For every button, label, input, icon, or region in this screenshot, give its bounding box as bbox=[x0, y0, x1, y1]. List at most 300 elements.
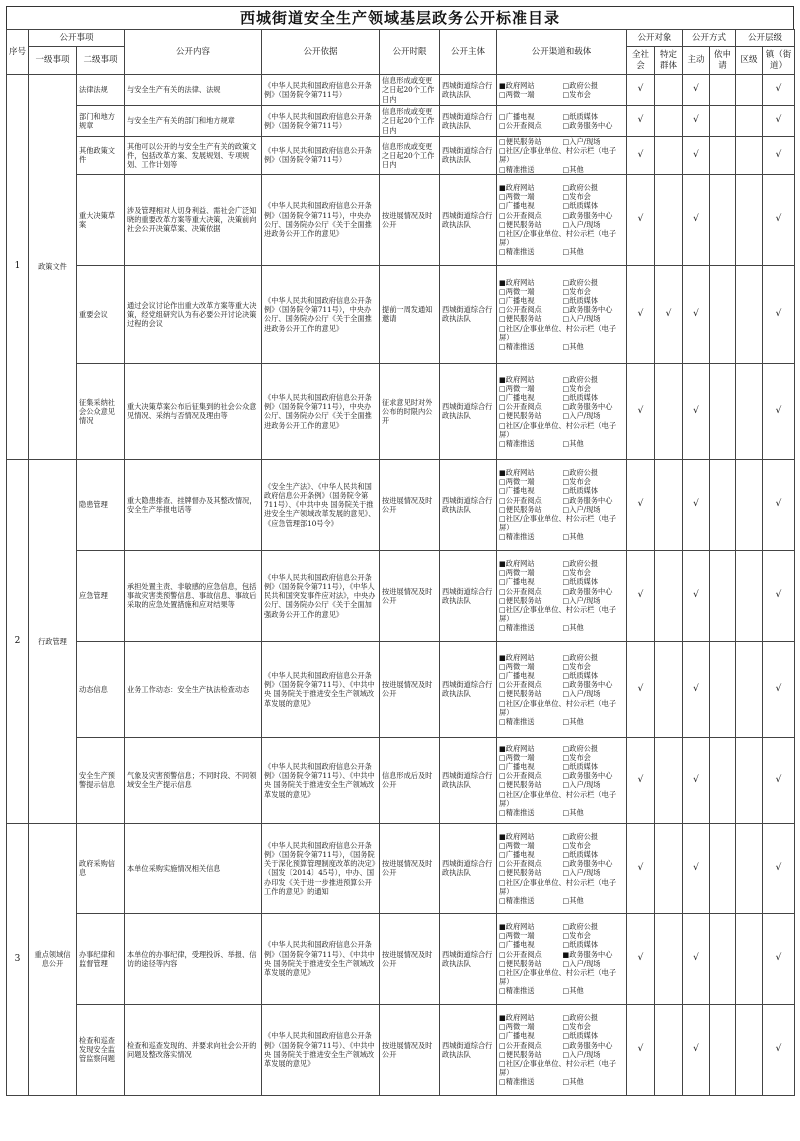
content-cell: 本单位采购实施情况相关信息 bbox=[125, 823, 262, 913]
channel-item: □入户/现场 bbox=[562, 1049, 601, 1059]
channel-cell bbox=[497, 137, 627, 175]
basis-cell: 《中华人民共和国政府信息公开条例》（国务院令第711号），中央办公厅、国务院办公厅《关于全面推进政务公开工作的意见》 bbox=[262, 363, 380, 459]
check-district-cell bbox=[736, 641, 763, 737]
check-request-cell bbox=[710, 823, 736, 913]
channel-item: □发布会 bbox=[562, 90, 591, 99]
channel-item: □其他 bbox=[562, 716, 584, 726]
channel-item: □政务服务中心 bbox=[562, 210, 613, 220]
table-row bbox=[7, 137, 795, 175]
channel-item: □两微一端 bbox=[499, 383, 535, 393]
subject-cell: 西城街道综合行政执法队 bbox=[440, 550, 497, 641]
channel-item: □社区/企事业单位、村公示栏（电子屏） bbox=[499, 1059, 617, 1078]
basis-cell: 《中华人民共和国政府信息公开条例》（国务院令第711号），中央办公厅、国务院办公厅《关于全面推进政务公开工作的意见》 bbox=[262, 174, 380, 265]
channel-item: □入户/现场 bbox=[562, 780, 601, 790]
header-target-specific: 特定群体 bbox=[655, 47, 683, 75]
header-level-group: 公开层级 bbox=[736, 30, 795, 47]
check-active-cell: √ bbox=[683, 550, 710, 641]
period-cell: 按进展情况及时公开 bbox=[380, 913, 440, 1004]
check-request-cell bbox=[710, 174, 736, 265]
channel-item: □便民服务站 bbox=[499, 411, 542, 421]
channel-item: □入户/现场 bbox=[562, 868, 601, 878]
check-district-cell bbox=[736, 174, 763, 265]
channel-item: □精准推送 bbox=[499, 1077, 535, 1087]
channel-item: □发布会 bbox=[562, 568, 591, 578]
channel-item: □其他 bbox=[562, 623, 584, 633]
channel-item: □社区/企事业单位、村公示栏（电子屏） bbox=[499, 789, 617, 808]
channel-item: □广播电视 bbox=[499, 295, 535, 305]
check-specific-cell bbox=[655, 823, 683, 913]
check-town-cell: √ bbox=[763, 737, 795, 823]
channel-item: □社区/企事业单位、村公示栏（电子屏） bbox=[499, 605, 617, 624]
channel-item: □发布会 bbox=[562, 931, 591, 941]
check-district-cell bbox=[736, 1004, 763, 1095]
check-town-cell: √ bbox=[763, 1004, 795, 1095]
seq-cell: 2 bbox=[7, 459, 29, 823]
channel-item: □广播电视 bbox=[499, 849, 535, 859]
channel-cell bbox=[497, 265, 627, 363]
check-specific-cell bbox=[655, 174, 683, 265]
channel-item: □政务服务中心 bbox=[562, 402, 613, 412]
channel-item: □精准推送 bbox=[499, 532, 535, 542]
content-cell: 承担处置主责、非敏感的应急信息，包括事故灾害类预警信息、事故信息、事故后采取的应急处置措施和应对结果等 bbox=[125, 550, 262, 641]
channel-item: □社区/企事业单位、村公示栏（电子屏） bbox=[499, 968, 617, 987]
content-cell: 气象及灾害预警信息；不同时段、不同领域安全生产提示信息 bbox=[125, 737, 262, 823]
channel-item: □便民服务站 bbox=[499, 137, 542, 146]
check-request-cell bbox=[710, 459, 736, 550]
check-specific-cell bbox=[655, 363, 683, 459]
content-cell: 涉及管理相对人切身利益、需社会广泛知晓的重要改革方案等重大决策，决策前向社会公开决策草案、决策依据 bbox=[125, 174, 262, 265]
channel-item: □政府公报 bbox=[562, 183, 599, 192]
content-cell: 重大隐患排查、挂牌督办及其整改情况，安全生产举报电话等 bbox=[125, 459, 262, 550]
channel-item: □便民服务站 bbox=[499, 780, 542, 790]
channel-item: □纸质媒体 bbox=[562, 761, 599, 771]
channel-item: □发布会 bbox=[562, 661, 591, 671]
period-cell: 按进展情况及时公开 bbox=[380, 823, 440, 913]
subject-cell: 西城街道综合行政执法队 bbox=[440, 737, 497, 823]
header-target-all: 全社会 bbox=[627, 47, 655, 75]
basis-cell: 《安全生产法》、《中华人民共和国政府信息公开条例》（国务院令第711号）、《中共中央 国务院关于推进安全生产领域改革发展的意见》、《应急管理部10号令》 bbox=[262, 459, 380, 550]
period-cell: 按进展情况及时公开 bbox=[380, 550, 440, 641]
check-specific-cell bbox=[655, 459, 683, 550]
channel-item: □公开查阅点 bbox=[499, 680, 542, 690]
check-request-cell bbox=[710, 75, 736, 106]
channel-item: □入户/现场 bbox=[562, 504, 601, 514]
channel-list bbox=[499, 112, 626, 130]
header-method-group: 公开方式 bbox=[683, 30, 736, 47]
channel-item: □发布会 bbox=[562, 286, 591, 296]
channel-list bbox=[499, 137, 626, 174]
basis-cell: 《中华人民共和国政府信息公开条例》（国务院令第711号） bbox=[262, 75, 380, 106]
channel-item: □精准推送 bbox=[499, 986, 535, 996]
channel-cell bbox=[497, 823, 627, 913]
disclosure-catalog-table bbox=[6, 29, 795, 1096]
channel-item: □便民服务站 bbox=[499, 689, 542, 699]
check-active-cell: √ bbox=[683, 75, 710, 106]
content-cell: 与安全生产有关的法律、法规 bbox=[125, 75, 262, 106]
level2-cell: 部门和地方规章 bbox=[77, 106, 125, 137]
check-request-cell bbox=[710, 913, 736, 1004]
check-town-cell: √ bbox=[763, 137, 795, 175]
channel-item: □广播电视 bbox=[499, 670, 535, 680]
header-level2: 二级事项 bbox=[77, 47, 125, 75]
channel-item: □发布会 bbox=[562, 752, 591, 762]
check-town-cell: √ bbox=[763, 913, 795, 1004]
channel-item: □便民服务站 bbox=[499, 868, 542, 878]
check-all-cell: √ bbox=[627, 823, 655, 913]
channel-item: ■政府网站 bbox=[499, 743, 535, 753]
basis-cell: 《中华人民共和国政府信息公开条例》（国务院令第711号）、《中共中央 国务院关于推进安全生产领域改革发展的意见》 bbox=[262, 913, 380, 1004]
channel-item: □公开查阅点 bbox=[499, 949, 542, 959]
channel-item: □精准推送 bbox=[499, 895, 535, 905]
basis-cell: 《中华人民共和国政府信息公开条例》（国务院令第711号） bbox=[262, 106, 380, 137]
check-all-cell: √ bbox=[627, 75, 655, 106]
channel-cell bbox=[497, 75, 627, 106]
channel-item: □纸质媒体 bbox=[562, 940, 599, 950]
basis-cell: 《中华人民共和国政府信息公开条例》（国务院令第711号），《中华人民共和国突发事件应对法》，中央办公厅、国务院办公厅《关于全面加强政务公开工作的意见》 bbox=[262, 550, 380, 641]
period-cell: 信息形成或变更之日起20个工作日内 bbox=[380, 75, 440, 106]
check-town-cell: √ bbox=[763, 550, 795, 641]
level2-cell: 应急管理 bbox=[77, 550, 125, 641]
channel-item: □便民服务站 bbox=[499, 314, 542, 324]
channel-item: □政府公报 bbox=[562, 468, 599, 477]
seq-cell: 1 bbox=[7, 75, 29, 460]
level2-cell: 检查和巡查发现安全监管监察问题 bbox=[77, 1004, 125, 1095]
period-cell: 提前一周发通知邀请 bbox=[380, 265, 440, 363]
content-cell: 检查和巡查发现的、并要求向社会公开的问题及整改落实情况 bbox=[125, 1004, 262, 1095]
table-row bbox=[7, 913, 795, 1004]
header-level1: 一级事项 bbox=[29, 47, 77, 75]
content-cell: 通过会议讨论作出重大改革方案等重大决策，经党组研究认为有必要公开讨论决策过程的会议 bbox=[125, 265, 262, 363]
subject-cell: 西城街道综合行政执法队 bbox=[440, 174, 497, 265]
basis-cell: 《中华人民共和国政府信息公开条例》（国务院令第711号）、《中共中央 国务院关于推进安全生产领域改革发展的意见》 bbox=[262, 1004, 380, 1095]
channel-item: □发布会 bbox=[562, 192, 591, 202]
check-active-cell: √ bbox=[683, 363, 710, 459]
channel-item: □政府公报 bbox=[562, 1013, 599, 1022]
check-active-cell: √ bbox=[683, 641, 710, 737]
channel-item: □广播电视 bbox=[499, 577, 535, 587]
channel-item: □广播电视 bbox=[499, 392, 535, 402]
channel-item: □政务服务中心 bbox=[562, 305, 613, 315]
header-basis: 公开依据 bbox=[262, 30, 380, 75]
channel-item: □两微一端 bbox=[499, 90, 535, 99]
channel-item: □政府公报 bbox=[562, 922, 599, 931]
channel-item: □广播电视 bbox=[499, 486, 535, 496]
check-specific-cell bbox=[655, 641, 683, 737]
channel-item: □政府公报 bbox=[562, 652, 599, 662]
channel-item: □公开查阅点 bbox=[499, 1040, 542, 1050]
content-cell: 与安全生产有关的部门和地方规章 bbox=[125, 106, 262, 137]
channel-item: ■政府网站 bbox=[499, 831, 535, 841]
level2-cell: 安全生产预警提示信息 bbox=[77, 737, 125, 823]
check-town-cell: √ bbox=[763, 363, 795, 459]
channel-item: ■政府网站 bbox=[499, 374, 535, 384]
level2-cell: 其他政策文件 bbox=[77, 137, 125, 175]
check-district-cell bbox=[736, 459, 763, 550]
channel-cell bbox=[497, 737, 627, 823]
check-district-cell bbox=[736, 106, 763, 137]
channel-item: □政务服务中心 bbox=[562, 859, 613, 869]
channel-item: □政府公报 bbox=[562, 277, 599, 287]
check-all-cell: √ bbox=[627, 1004, 655, 1095]
channel-cell bbox=[497, 174, 627, 265]
check-request-cell bbox=[710, 137, 736, 175]
check-active-cell: √ bbox=[683, 459, 710, 550]
check-specific-cell: √ bbox=[655, 265, 683, 363]
check-request-cell bbox=[710, 641, 736, 737]
check-district-cell bbox=[736, 75, 763, 106]
channel-item: □两微一端 bbox=[499, 477, 535, 487]
period-cell: 按进展情况及时公开 bbox=[380, 174, 440, 265]
level2-cell: 征集采纳社会公众意见情况 bbox=[77, 363, 125, 459]
channel-item: □公开查阅点 bbox=[499, 495, 542, 505]
channel-item: □社区/企事业单位、村公示栏（电子屏） bbox=[499, 420, 617, 439]
table-row bbox=[7, 823, 795, 913]
check-specific-cell bbox=[655, 737, 683, 823]
channel-item: □广播电视 bbox=[499, 940, 535, 950]
table-row bbox=[7, 75, 795, 106]
check-district-cell bbox=[736, 913, 763, 1004]
channel-item: □两微一端 bbox=[499, 286, 535, 296]
channel-cell bbox=[497, 641, 627, 737]
check-town-cell: √ bbox=[763, 174, 795, 265]
header-content: 公开内容 bbox=[125, 30, 262, 75]
channel-item: □精准推送 bbox=[499, 438, 535, 448]
check-specific-cell bbox=[655, 106, 683, 137]
check-town-cell: √ bbox=[763, 459, 795, 550]
check-all-cell: √ bbox=[627, 174, 655, 265]
check-all-cell: √ bbox=[627, 737, 655, 823]
channel-item: □入户/现场 bbox=[562, 219, 601, 229]
check-active-cell: √ bbox=[683, 737, 710, 823]
table-row bbox=[7, 106, 795, 137]
channel-item: □社区/企事业单位、村公示栏（电子屏） bbox=[499, 877, 617, 896]
check-specific-cell bbox=[655, 913, 683, 1004]
header-item-group: 公开事项 bbox=[29, 30, 125, 47]
channel-item: □两微一端 bbox=[499, 661, 535, 671]
channel-list bbox=[499, 653, 626, 727]
channel-item: □精准推送 bbox=[499, 341, 535, 351]
channel-item: □入户/现场 bbox=[562, 314, 601, 324]
channel-item: □其他 bbox=[562, 164, 584, 174]
channel-item: □纸质媒体 bbox=[562, 486, 599, 496]
channel-item: □广播电视 bbox=[499, 761, 535, 771]
channel-item: ■政府网站 bbox=[499, 468, 535, 477]
channel-item: □两微一端 bbox=[499, 192, 535, 202]
channel-item: □政府公报 bbox=[562, 831, 599, 841]
channel-item: □入户/现场 bbox=[562, 689, 601, 699]
check-all-cell: √ bbox=[627, 641, 655, 737]
channel-item: □社区/企事业单位、村公示栏（电子屏） bbox=[499, 229, 617, 248]
level2-cell: 隐患管理 bbox=[77, 459, 125, 550]
channel-item: □社区/企事业单位、村公示栏（电子屏） bbox=[499, 146, 617, 165]
channel-item: ■政府网站 bbox=[499, 559, 535, 568]
channel-item: □其他 bbox=[562, 1077, 584, 1087]
check-town-cell: √ bbox=[763, 823, 795, 913]
check-all-cell: √ bbox=[627, 459, 655, 550]
channel-item: □两微一端 bbox=[499, 931, 535, 941]
channel-item: □便民服务站 bbox=[499, 958, 542, 968]
channel-item: □政务服务中心 bbox=[562, 121, 613, 130]
channel-item: □精准推送 bbox=[499, 623, 535, 633]
period-cell: 信息形成或变更之日起20个工作日内 bbox=[380, 137, 440, 175]
basis-cell: 《中华人民共和国政府信息公开条例》（国务院令第711号） bbox=[262, 137, 380, 175]
channel-item: □政务服务中心 bbox=[562, 495, 613, 505]
check-district-cell bbox=[736, 823, 763, 913]
channel-item: □其他 bbox=[562, 247, 584, 257]
channel-item: □两微一端 bbox=[499, 1022, 535, 1032]
channel-item: □其他 bbox=[562, 341, 584, 351]
channel-cell bbox=[497, 1004, 627, 1095]
channel-item: □入户/现场 bbox=[562, 411, 601, 421]
subject-cell: 西城街道综合行政执法队 bbox=[440, 1004, 497, 1095]
channel-item: □纸质媒体 bbox=[562, 111, 599, 121]
check-district-cell bbox=[736, 137, 763, 175]
basis-cell: 《中华人民共和国政府信息公开条例》（国务院令第711号），中央办公厅、国务院办公厅《关于全面推进政务公开工作的意见》 bbox=[262, 265, 380, 363]
channel-item: ■政府网站 bbox=[499, 1013, 535, 1022]
header-period: 公开时限 bbox=[380, 30, 440, 75]
basis-cell: 《中华人民共和国政府信息公开条例》（国务院令第711号），《国务院关于深化预算管理制度改革的决定》（国发〔2014〕45号），中办、国办印发《关于进一步推进预算公开工作的意见》的通知 bbox=[262, 823, 380, 913]
channel-cell bbox=[497, 363, 627, 459]
check-town-cell: √ bbox=[763, 265, 795, 363]
channel-item: □纸质媒体 bbox=[562, 1031, 599, 1041]
document-page bbox=[6, 6, 794, 1096]
channel-item: □发布会 bbox=[562, 477, 591, 487]
check-all-cell: √ bbox=[627, 550, 655, 641]
subject-cell: 西城街道综合行政执法队 bbox=[440, 823, 497, 913]
channel-item: □政府公报 bbox=[562, 374, 599, 384]
table-row bbox=[7, 265, 795, 363]
check-specific-cell bbox=[655, 550, 683, 641]
basis-cell: 《中华人民共和国政府信息公开条例》（国务院令第711号）、《中共中央 国务院关于推进安全生产领域改革发展的意见》 bbox=[262, 641, 380, 737]
channel-item: □政务服务中心 bbox=[562, 586, 613, 596]
check-all-cell: √ bbox=[627, 265, 655, 363]
channel-list bbox=[499, 278, 626, 352]
header-subject: 公开主体 bbox=[440, 30, 497, 75]
channel-item: □便民服务站 bbox=[499, 219, 542, 229]
channel-cell bbox=[497, 459, 627, 550]
channel-item: □纸质媒体 bbox=[562, 670, 599, 680]
channel-item: □社区/企事业单位、村公示栏（电子屏） bbox=[499, 698, 617, 717]
header-method-active: 主动 bbox=[683, 47, 710, 75]
check-all-cell: √ bbox=[627, 137, 655, 175]
content-cell: 本单位的办事纪律，受理投诉、举报、信访的途径等内容 bbox=[125, 913, 262, 1004]
channel-item: □社区/企事业单位、村公示栏（电子屏） bbox=[499, 323, 617, 342]
channel-item: □公开查阅点 bbox=[499, 305, 542, 315]
channel-item: □发布会 bbox=[562, 840, 591, 850]
check-all-cell: √ bbox=[627, 363, 655, 459]
channel-item: □政府公报 bbox=[562, 743, 599, 753]
channel-list bbox=[499, 375, 626, 449]
check-request-cell bbox=[710, 265, 736, 363]
subject-cell: 西城街道综合行政执法队 bbox=[440, 363, 497, 459]
channel-item: □纸质媒体 bbox=[562, 201, 599, 211]
check-district-cell bbox=[736, 265, 763, 363]
channel-item: □其他 bbox=[562, 532, 584, 542]
channel-item: □政务服务中心 bbox=[562, 680, 613, 690]
channel-item: □公开查阅点 bbox=[499, 859, 542, 869]
channel-list bbox=[499, 922, 626, 996]
subject-cell: 西城街道综合行政执法队 bbox=[440, 106, 497, 137]
level2-cell: 政府采购信息 bbox=[77, 823, 125, 913]
channel-item: □公开查阅点 bbox=[499, 402, 542, 412]
channel-item: □便民服务站 bbox=[499, 595, 542, 605]
channel-item: □政府公报 bbox=[562, 80, 599, 90]
check-all-cell: √ bbox=[627, 106, 655, 137]
content-cell: 业务工作动态：安全生产执法检查动态 bbox=[125, 641, 262, 737]
subject-cell: 西城街道综合行政执法队 bbox=[440, 265, 497, 363]
channel-item: ■政府网站 bbox=[499, 277, 535, 287]
channel-item: □其他 bbox=[562, 807, 584, 817]
channel-item: □精准推送 bbox=[499, 164, 535, 174]
channel-item: ■政府网站 bbox=[499, 922, 535, 931]
channel-item: □政务服务中心 bbox=[562, 1040, 613, 1050]
table-row bbox=[7, 363, 795, 459]
subject-cell: 西城街道综合行政执法队 bbox=[440, 641, 497, 737]
channel-item: □精准推送 bbox=[499, 247, 535, 257]
channel-item: □精准推送 bbox=[499, 716, 535, 726]
channel-item: □精准推送 bbox=[499, 807, 535, 817]
channel-item: □两微一端 bbox=[499, 840, 535, 850]
channel-item: ■政府网站 bbox=[499, 652, 535, 662]
header-seq: 序号 bbox=[7, 30, 29, 75]
period-cell: 信息形成后及时公开 bbox=[380, 737, 440, 823]
header-channel: 公开渠道和载体 bbox=[497, 30, 627, 75]
check-all-cell: √ bbox=[627, 913, 655, 1004]
channel-item: □纸质媒体 bbox=[562, 577, 599, 587]
level2-cell: 重要会议 bbox=[77, 265, 125, 363]
check-district-cell bbox=[736, 737, 763, 823]
channel-item: □其他 bbox=[562, 895, 584, 905]
channel-item: □纸质媒体 bbox=[562, 295, 599, 305]
channel-item: □公开查阅点 bbox=[499, 771, 542, 781]
level1-cell: 行政管理 bbox=[29, 459, 77, 823]
channel-list bbox=[499, 468, 626, 542]
table-row bbox=[7, 641, 795, 737]
check-active-cell: √ bbox=[683, 137, 710, 175]
channel-item: ■政府网站 bbox=[499, 183, 535, 192]
check-active-cell: √ bbox=[683, 823, 710, 913]
seq-cell: 3 bbox=[7, 823, 29, 1095]
check-request-cell bbox=[710, 106, 736, 137]
check-request-cell bbox=[710, 737, 736, 823]
check-specific-cell bbox=[655, 137, 683, 175]
channel-item: □两微一端 bbox=[499, 568, 535, 578]
channel-item: □广播电视 bbox=[499, 201, 535, 211]
channel-item: □入户/现场 bbox=[562, 958, 601, 968]
channel-list bbox=[499, 832, 626, 906]
document-title: 西城街道安全生产领域基层政务公开标准目录 bbox=[6, 6, 794, 29]
content-cell: 重大决策草案公布后征集到的社会公众意见情况、采纳与否情况及理由等 bbox=[125, 363, 262, 459]
channel-item: □其他 bbox=[562, 438, 584, 448]
channel-item: □便民服务站 bbox=[499, 504, 542, 514]
period-cell: 信息形成或变更之日起20个工作日内 bbox=[380, 106, 440, 137]
check-active-cell: √ bbox=[683, 913, 710, 1004]
check-specific-cell bbox=[655, 1004, 683, 1095]
table-row bbox=[7, 459, 795, 550]
header-target-group: 公开对象 bbox=[627, 30, 683, 47]
level1-cell: 政策文件 bbox=[29, 75, 77, 460]
check-active-cell: √ bbox=[683, 265, 710, 363]
channel-item: □便民服务站 bbox=[499, 1049, 542, 1059]
channel-item: □广播电视 bbox=[499, 111, 535, 121]
channel-item: ■政务服务中心 bbox=[562, 949, 613, 959]
channel-cell bbox=[497, 913, 627, 1004]
subject-cell: 西城街道综合行政执法队 bbox=[440, 913, 497, 1004]
level2-cell: 法律法规 bbox=[77, 75, 125, 106]
table-row bbox=[7, 1004, 795, 1095]
channel-list bbox=[499, 1013, 626, 1087]
channel-item: □入户/现场 bbox=[562, 137, 601, 146]
